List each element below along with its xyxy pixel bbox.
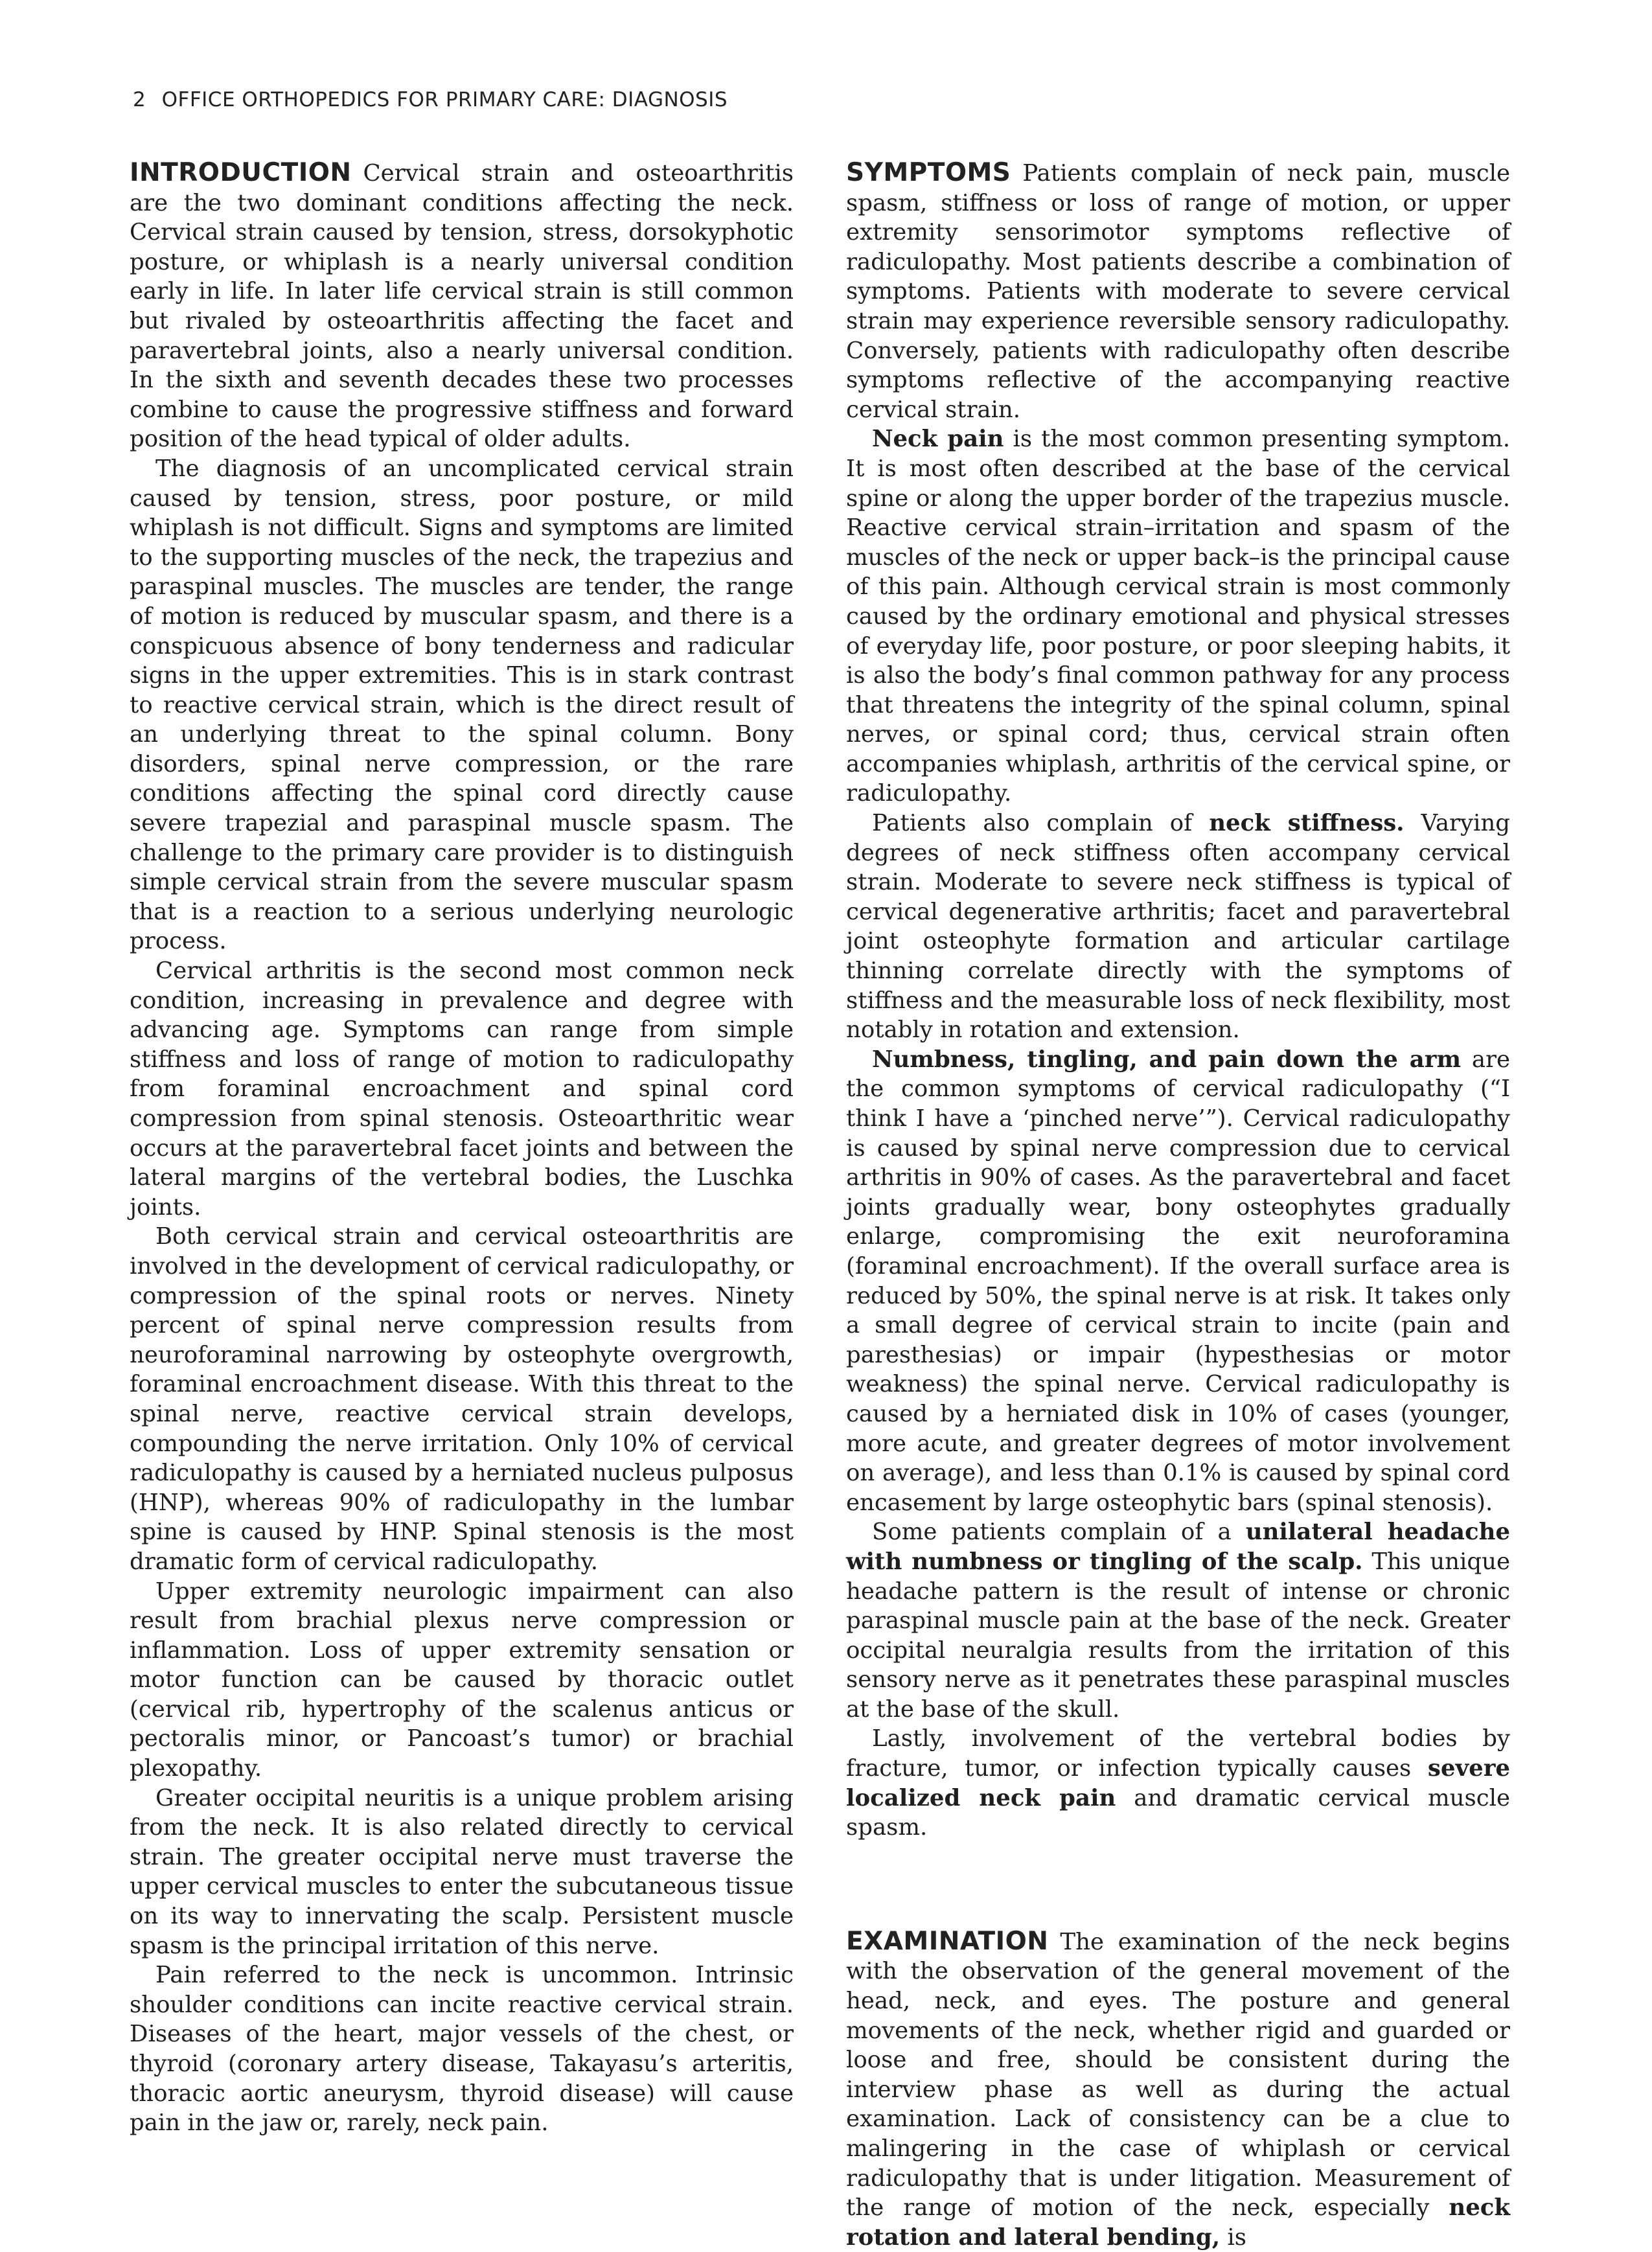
- running-head-title: OFFICE ORTHOPEDICS FOR PRIMARY CARE: DIAGNOSIS: [161, 88, 728, 111]
- stiffness-term: neck stiffness.: [1209, 810, 1405, 837]
- stiffness-text: Varying degrees of neck stiffness often accompany cervical strain. Moderate to severe neck stiffness is typical of cervical degenerative arthritis; facet and paravertebral joint osteophyte formation and articular cartilage thinning correlate directly with the symptoms of stiffness and the measurable loss of neck flexibility, most notably in rotation and extension.: [846, 810, 1510, 1044]
- right-column: [846, 158, 1510, 2252]
- examination-term: neck rotation and lateral bending,: [846, 2194, 1510, 2251]
- headache-term: unilateral headache with numbness or tingling of the scalp.: [846, 1519, 1510, 1575]
- lastly-text: and dramatic cervical muscle spasm.: [846, 1784, 1510, 1841]
- examination-heading: EXAMINATION: [846, 1926, 1049, 1956]
- headache-intro: Some patients complain of a: [872, 1519, 1246, 1546]
- examination-paragraph: [846, 1927, 1510, 2252]
- headache-text: This unique headache pattern is the result of intense or chronic paraspinal muscle pain at the base of the neck. Greater occipital neuralgia results from the irritation of this sensory nerve as it penetrates these paraspinal muscles at the base of the skull.: [846, 1548, 1510, 1723]
- paragraph-occipital-neuritis: Greater occipital neuritis is a unique problem arising from the neck. It is also related directly to cervical strain. The greater occipital nerve must traverse the upper cervical muscles to enter the subcutaneous tissue on its way to innervating the scalp. Persistent muscle spasm is the principal irritation of this nerve.: [130, 1784, 794, 1959]
- neck-pain-text: is the most common presenting symptom. It is most often described at the base of the cervical spine or along the upper border of the trapezius muscle. Reactive cervical strain–irritation and spasm of the muscles of the neck or upper back–is the principal cause of this pain. Although cervical strain is most commonly caused by the ordinary emotional and physical stresses of everyday life, poor posture, or poor sleeping habits, it is also the body’s final common pathway for any process that threatens the integrity of the spinal column, spinal nerves, or spinal cord; thus, cervical strain often accompanies whiplash, arthritis of the cervical spine, or radiculopathy.: [846, 426, 1510, 807]
- examination-text: The examination of the neck begins with the observation of the general movement of the head, neck, and eyes. The posture and general movements of the neck, whether rigid and guarded or loose and free, should be consistent during the interview phase as well as during the actual examination. Lack of consistency can be a clue to malingering in the case of whiplash or cervical radiculopathy that is under litigation. Measurement of the range of motion of the neck, especially: [846, 1928, 1510, 2222]
- lastly-term: severe localized neck pain: [846, 1755, 1510, 1811]
- stiffness-intro: Patients also complain of: [872, 810, 1210, 837]
- examination-text-end: is: [1220, 2223, 1246, 2251]
- introduction-text: Cervical strain and osteoarthritis are the two dominant conditions affecting the neck. Cervical strain caused by tension, stress, dorsokyphotic posture, or whiplash is a nearly universal condition early in life. In later life cervical strain is still common but rivaled by osteoarthritis affecting the facet and paravertebral joints, also a nearly universal condition. In the sixth and seventh decades these two processes combine to cause the progressive stiffness and forward position of the head typical of older adults.: [130, 160, 794, 453]
- paragraph-diagnosis: The diagnosis of an uncomplicated cervical strain caused by tension, stress, poor posture, or mild whiplash is not difficult. Signs and symptoms are limited to the supporting muscles of the neck, the trapezius and paraspinal muscles. The muscles are tender, the range of motion is reduced by muscular spasm, and there is a conspicuous absence of bony tenderness and radicular signs in the upper extremities. This is in stark contrast to reactive cervical strain, which is the direct result of an underlying threat to the spinal column. Bony disorders, spinal nerve compression, or the rare conditions affecting the spinal cord directly cause severe trapezial and paraspinal muscle spasm. The challenge to the primary care provider is to distinguish simple cervical strain from the severe muscular spasm that is a reaction to a serious underlying neurologic process.: [130, 455, 794, 955]
- paragraph-referred-pain: Pain referred to the neck is uncommon. Intrinsic shoulder conditions can incite reactive cervical strain. Diseases of the heart, major vessels of the chest, or thyroid (coronary artery disease, Takayasu’s arteritis, thoracic aortic aneurysm, thyroid disease) will cause pain in the jaw or, rarely, neck pain.: [130, 1962, 794, 2137]
- paragraph-numbness: [846, 1045, 1510, 1518]
- paragraph-neck-stiffness: [846, 809, 1510, 1045]
- symptoms-text: Patients complain of neck pain, muscle spasm, stiffness or loss of range of motion, or upper extremity sensorimotor symptoms reflective of radiculopathy. Most patients describe a combination of symptoms. Patients with moderate to severe cervical strain may experience reversible sensory radiculopathy. Conversely, patients with radiculopathy often describe symptoms reflective of the accompanying reactive cervical strain.: [846, 160, 1510, 423]
- numbness-term: Numbness, tingling, and pain down the arm: [872, 1046, 1462, 1073]
- numbness-text: are the common symptoms of cervical radiculopathy (“I think I have a ‘pinched nerve’”). Cervical radiculopathy is caused by spinal nerve compression due to cervical arthritis in 90% of cases. As the paravertebral and facet joints gradually wear, bony osteophytes gradually enlarge, compromising the exit neuroforamina (foraminal encroachment). If the overall surface area is reduced by 50%, the spinal nerve is at risk. It takes only a small degree of cervical strain to incite (pain and paresthesias) or impair (hypesthesias or motor weakness) the spinal nerve. Cervical radiculopathy is caused by a herniated disk in 10% of cases (younger, more acute, and greater degrees of motor involvement on average), and less than 0.1% is caused by spinal cord encasement by large osteophytic bars (spinal stenosis).: [846, 1046, 1510, 1516]
- paragraph-lastly: [846, 1724, 1510, 1842]
- left-column: [130, 158, 794, 2138]
- introduction-paragraph: [130, 158, 794, 454]
- paragraph-radiculopathy: Both cervical strain and cervical osteoarthritis are involved in the development of cervical radiculopathy, or compression of the spinal roots or nerves. Ninety percent of spinal nerve compression results from neuroforaminal narrowing by osteophyte overgrowth, foraminal encroachment disease. With this threat to the spinal nerve, reactive cervical strain develops, compounding the nerve irritation. Only 10% of cervical radiculopathy is caused by a herniated nucleus pulposus (HNP), whereas 90% of radiculopathy in the lumbar spine is caused by HNP. Spinal stenosis is the most dramatic form of cervical radiculopathy.: [130, 1223, 794, 1575]
- symptoms-paragraph: [846, 158, 1510, 424]
- lastly-intro: Lastly, involvement of the vertebral bodies by fracture, tumor, or infection typically causes: [846, 1725, 1510, 1782]
- symptoms-heading: SYMPTOMS: [846, 158, 1011, 187]
- introduction-heading: INTRODUCTION: [130, 158, 352, 187]
- paragraph-neck-pain: [846, 424, 1510, 809]
- neck-pain-term: Neck pain: [872, 426, 1004, 453]
- paragraph-headache: [846, 1517, 1510, 1724]
- paragraph-cervical-arthritis: Cervical arthritis is the second most common neck condition, increasing in prevalence and degree with advancing age. Symptoms can range from simple stiffness and loss of range of motion to radiculopathy from foraminal encroachment and spinal cord compression from spinal stenosis. Osteoarthritic wear occurs at the paravertebral facet joints and between the lateral margins of the vertebral bodies, the Luschka joints.: [130, 958, 794, 1221]
- running-head: [133, 88, 728, 111]
- page-number: 2: [133, 88, 146, 111]
- paragraph-upper-extremity: Upper extremity neurologic impairment can also result from brachial plexus nerve compression or inflammation. Loss of upper extremity sensation or motor function can be caused by thoracic outlet (cervical rib, hypertrophy of the scalenus anticus or pectoralis minor, or Pancoast’s tumor) or brachial plexopathy.: [130, 1578, 794, 1782]
